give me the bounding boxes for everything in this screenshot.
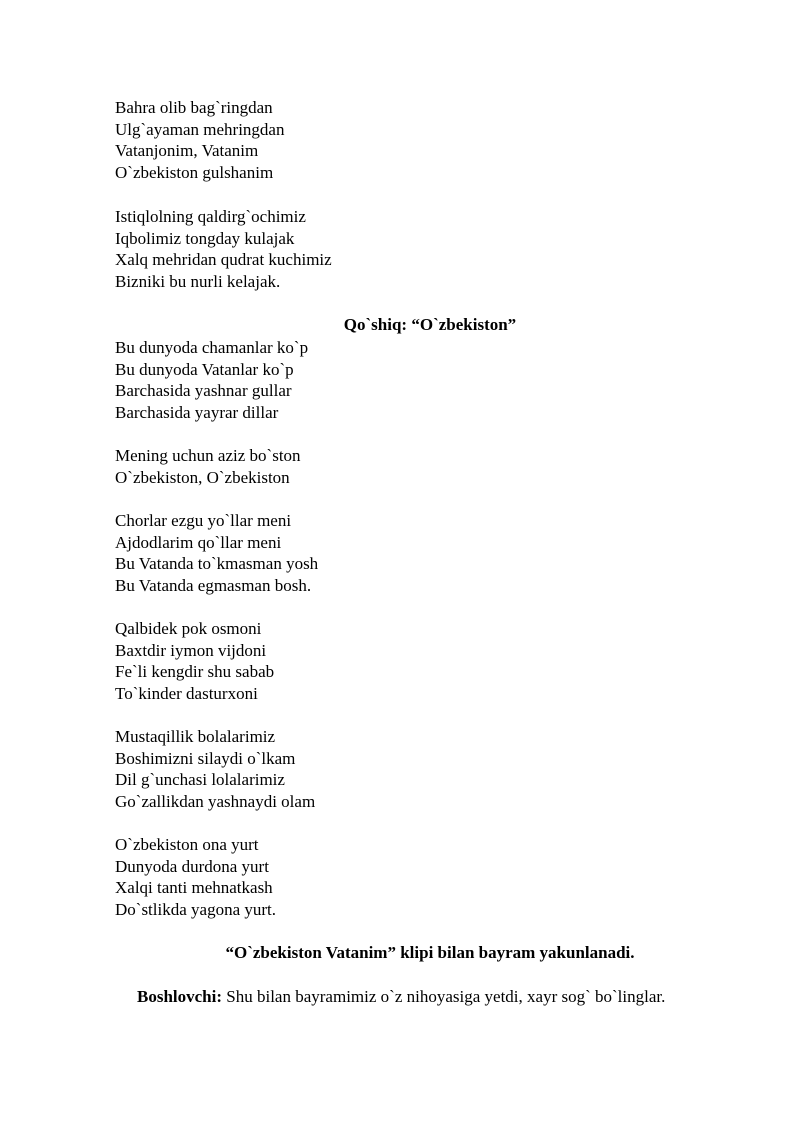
poem-line: O`zbekiston gulshanim [115,163,274,183]
song-heading: Qo`shiq: “O`zbekiston” [343,315,517,334]
song-line: Bu Vatanda to`kmasman yosh [115,554,319,574]
song-line: O`zbekiston, O`zbekiston [115,467,290,487]
song-line: Bu dunyoda chamanlar ko`p [115,338,309,357]
poem-line: Xalq mehridan qudrat kuchimiz [115,250,332,270]
song-line: Mening uchun aziz bo`ston [115,446,301,465]
song-stanza-1 [115,337,308,424]
closing-paragraph [137,987,665,1007]
song-line: Boshimizni silaydi o`lkam [115,748,296,768]
song-line: Baxtdir iymon vijdoni [115,640,267,660]
song-line: Do`stlikda yagona yurt. [115,900,276,920]
song-stanza-4 [115,726,315,813]
song-line: Qalbidek pok osmoni [115,619,262,638]
song-stanza-2 [115,510,318,597]
song-line: Bu Vatanda egmasman bosh. [115,576,312,596]
song-line: O`zbekiston ona yurt [115,835,259,854]
song-line: Barchasida yashnar gullar [115,381,292,401]
song-line: Fe`li kengdir shu sabab [115,662,275,682]
song-stanza-3 [115,618,274,705]
poem-line: Istiqlolning qaldirg`ochimiz [115,207,306,226]
song-line: Barchasida yayrar dillar [115,403,279,423]
song-stanza-5 [115,834,276,921]
song-line: Go`zallikdan yashnaydi olam [115,792,316,812]
poem-stanza-2 [115,206,332,293]
song-line: Mustaqillik bolalarimiz [115,727,276,746]
poem-line: Vatanjonim, Vatanim [115,141,259,161]
song-line: Xalqi tanti mehnatkash [115,878,273,898]
song-line: Dil g`unchasi lolalarimiz [115,770,285,790]
clip-heading: “O`zbekiston Vatanim” klipi bilan bayram yakunlanadi. [225,943,635,962]
poem-stanza-1 [115,97,284,184]
song-line: Dunyoda durdona yurt [115,856,269,876]
poem-line: Ulg`ayaman mehringdan [115,119,285,139]
song-line: Ajdodlarim qo`llar meni [115,532,282,552]
speaker-label: Boshlovchi: [137,987,223,1006]
poem-line: Bizniki bu nurli kelajak. [115,272,281,292]
poem-line: Iqbolimiz tongday kulajak [115,228,295,248]
song-line: Chorlar ezgu yo`llar meni [115,511,292,530]
closing-text: Shu bilan bayramimiz o`z nihoyasiga yetdi, xayr sog` bo`linglar. [222,987,666,1006]
song-chorus [115,445,301,488]
song-line: Bu dunyoda Vatanlar ko`p [115,359,294,379]
song-line: To`kinder dasturxoni [115,684,258,704]
poem-line: Bahra olib bag`ringdan [115,98,273,117]
